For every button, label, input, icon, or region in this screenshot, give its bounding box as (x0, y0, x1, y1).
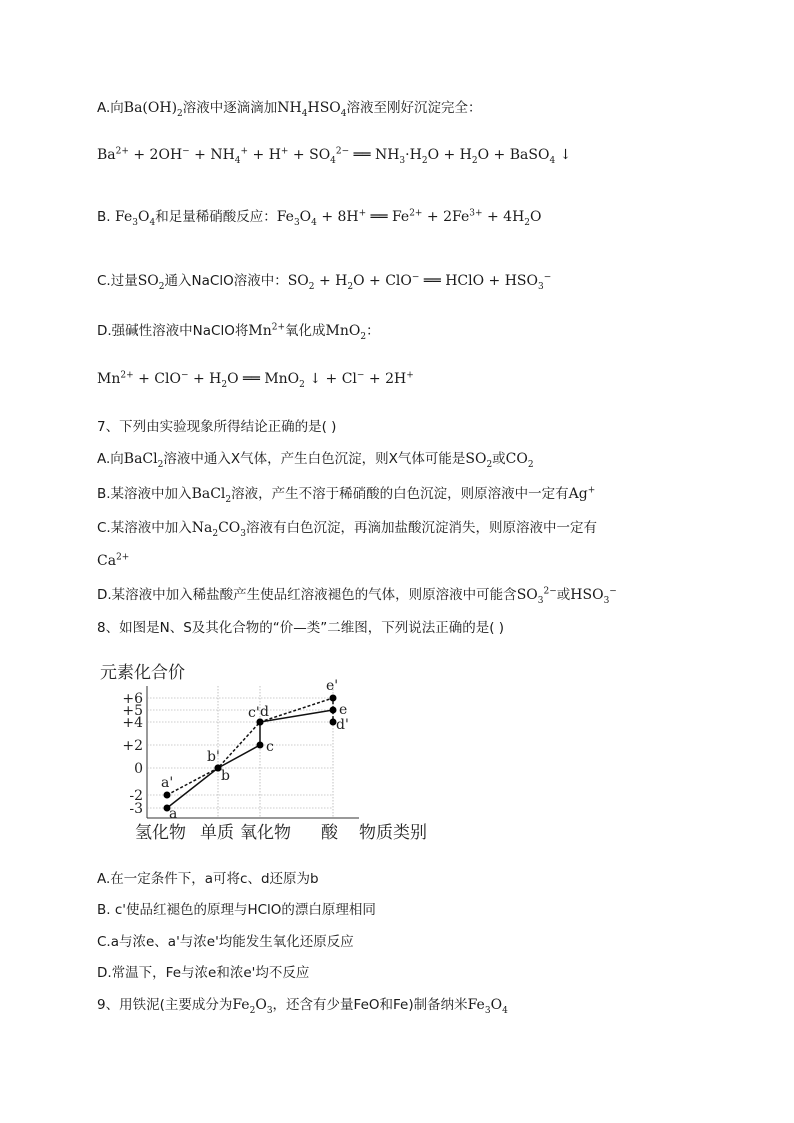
q6-option-a-equation: $Ba^{2+} + 2OH^- + NH_4^+ + H^+ + SO_4^{2-}$ ══ $NH_3\cdot H_2O + H_2O$ + BaSO$_4$ ↓ (97, 146, 572, 166)
q9-stem: 9、用铁泥(主要成分为$Fe_2O_3$，还含有少量FeO和Fe)制备纳米$Fe_3O_4$ (97, 997, 508, 1016)
q8-option-c: C.a与浓e、a'与浓e'均能发生氧化还原反应 (97, 934, 354, 950)
q7-option-c-cont: $Ca^{2+}$ (97, 552, 130, 569)
q8-option-a: A.在一定条件下，a可将c、d还原为b (97, 871, 319, 887)
q7-option-d: D.某溶液中加入稀盐酸产生使品红溶液褪色的气体，则原溶液中可能含$SO_3^{2-}$或$HSO_3^-$ (97, 586, 617, 606)
point-label-c: c (266, 739, 274, 755)
point-label-e': e' (326, 678, 339, 694)
y-tick-label: +4 (122, 715, 143, 731)
y-axis-label: 元素化合价 (100, 663, 185, 683)
y-tick-label: -2 (129, 788, 143, 804)
y-tick-label: -3 (129, 801, 143, 817)
q6-option-d-equation: $Mn^{2+} + ClO^- + H_2O$ ══ MnO$_2$ ↓ + Cl− + 2H+ (97, 370, 414, 390)
q7-option-a: A.向BaCl$_2$溶液中通入X气体，产生白色沉淀，则X气体可能是$SO_2$或$CO_2$ (97, 451, 534, 470)
x-tick-label: 氧化物 (240, 823, 291, 843)
point-labels (161, 678, 349, 822)
q8-option-d: D.常温下，Fe与浓e和浓e'均不反应 (97, 965, 310, 981)
q6-option-d-label: D.强碱性溶液中NaClO将$Mn^{2+}$氧化成MnO$_2$： (97, 322, 380, 342)
q7-option-b: B.某溶液中加入BaCl$_2$溶液，产生不溶于稀硝酸的白色沉淀，则原溶液中一定有Ag+ (97, 485, 596, 505)
point-e' (330, 695, 337, 702)
q6-option-c: C.过量$SO_2$通入NaClO溶液中：$SO_2 + H_2O + ClO^-$ ══ HClO + $HSO_3^-$ (97, 272, 552, 292)
point-label-c': c' (248, 705, 260, 721)
point-label-b: b (221, 768, 230, 784)
point-label-a: a (169, 806, 178, 822)
y-tick-label: +5 (122, 703, 143, 719)
point-label-b': b' (207, 749, 220, 765)
point-label-d: d (260, 704, 269, 720)
q8-option-b: B. c'使品红褪色的原理与HClO的漂白原理相同 (97, 902, 376, 918)
point-label-a': a' (161, 775, 174, 791)
q7-option-c: C.某溶液中加入$Na_2CO_3$溶液有白色沉淀，再滴加盐酸沉淀消失，则原溶液中一定有 (97, 520, 597, 539)
point-label-e: e (339, 702, 348, 718)
point-c (257, 742, 264, 749)
point-e (330, 707, 337, 714)
solid-series-line (167, 710, 333, 808)
point-label-d': d' (336, 717, 349, 733)
point-a' (164, 792, 171, 799)
y-tick-label: 0 (134, 761, 143, 777)
guide-lines (147, 686, 333, 818)
q7-stem: 7、下列由实验现象所得结论正确的是( ) (97, 419, 337, 435)
y-tick-labels (122, 691, 143, 817)
y-tick-label: +6 (122, 691, 143, 707)
q6-option-a-label: A.向$Ba(OH)_2$溶液中逐滴滴加$NH_4HSO_4$溶液至刚好沉淀完全： (97, 100, 482, 119)
x-axis-label: 物质类别 (359, 823, 427, 843)
q6-option-b: B. $Fe_3O_4$和足量稀硝酸反应：$Fe_3O_4 + 8H^+$ ══ $Fe^{2+} + 2Fe^{3+} + 4H_2O$ (97, 208, 542, 228)
x-tick-label: 酸 (321, 823, 338, 843)
x-tick-label: 氢化物 (135, 823, 186, 843)
y-tick-label: +2 (122, 738, 143, 754)
x-tick-labels (135, 823, 427, 843)
x-tick-label: 单质 (200, 823, 234, 843)
q8-stem: 8、如图是N、S及其化合物的“价—类”二维图，下列说法正确的是( ) (97, 620, 505, 636)
valence-class-diagram (97, 660, 427, 850)
